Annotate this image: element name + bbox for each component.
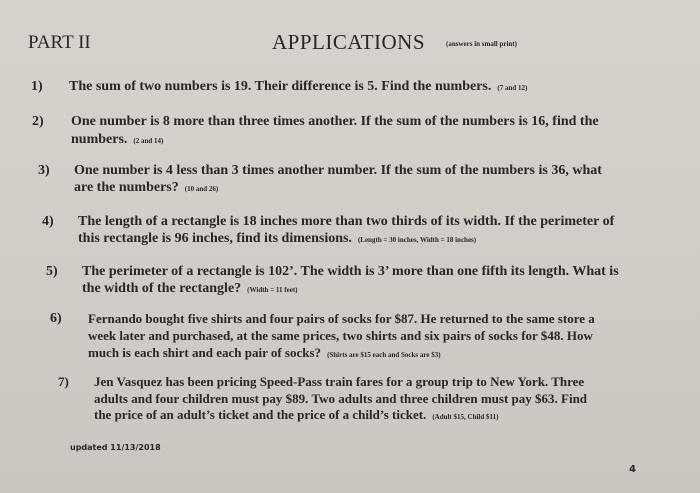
question-text-line: adults and four children must pay $89. Two adults and three children must pay $63. Find	[94, 391, 588, 406]
question-text-line: Jen Vasquez has been pricing Speed-Pass train fares for a group trip to New York. Three	[94, 374, 585, 389]
question-text-line: numbers.	[71, 132, 128, 147]
question-number: 2)	[32, 114, 44, 129]
answer: (10 and 26)	[184, 185, 219, 193]
question-text-line-wrap	[88, 344, 441, 364]
question-text-line-wrap	[78, 230, 476, 249]
question-text-line-wrap	[71, 131, 163, 150]
question-text-line-wrap	[82, 280, 298, 299]
section-title: APPLICATIONS	[272, 30, 426, 54]
question-text-line: One number is 8 more than three times another. If the sum of the numbers is 16, find the	[71, 114, 599, 129]
answers-note: (answers in small print)	[446, 40, 517, 48]
question-text-line-wrap	[94, 406, 498, 426]
question-text: The sum of two numbers is 19. Their difference is 5. Find the numbers.	[69, 79, 492, 94]
question-text-line: much is each shirt and each pair of socks?	[88, 345, 322, 360]
page-header	[0, 30, 700, 60]
question-text-line: this rectangle is 96 inches, find its dimensions.	[78, 231, 352, 246]
question-number: 7)	[58, 374, 69, 389]
answer: (Shirts are $15 each and Socks are $3)	[327, 351, 441, 359]
question-text-line: The perimeter of a rectangle is 102’. The width is 3’ more than one fifth its length. What is	[82, 264, 619, 279]
answer: (Length = 30 inches, Width = 18 inches)	[357, 236, 477, 244]
updated-date: updated 11/13/2018	[70, 443, 161, 452]
question-text-line: the price of an adult’s ticket and the price of a child’s ticket.	[94, 407, 427, 422]
question-text-line: are the numbers?	[74, 180, 179, 195]
question-text-line: the width of the rectangle?	[82, 281, 242, 296]
question-number: 3)	[38, 163, 50, 178]
question-text-line: One number is 4 less than 3 times another number. If the sum of the numbers is 36, what	[74, 163, 602, 178]
answer: (7 and 12)	[497, 84, 528, 92]
question-number: 5)	[46, 264, 58, 279]
question-text-line: week later and purchased, at the same prices, two shirts and six pairs of socks for $48. How	[88, 328, 593, 343]
answer: (Adult $15, Child $11)	[432, 413, 499, 421]
question-text-line: The length of a rectangle is 18 inches more than two thirds of its width. If the perimeter of	[78, 214, 615, 229]
question-text-wrap	[69, 78, 527, 97]
part-label: PART II	[28, 32, 91, 53]
question-number: 1)	[31, 79, 43, 94]
page-number: 4	[629, 464, 636, 475]
question-number: 6)	[50, 311, 62, 326]
answer: (Width = 11 feet)	[247, 286, 298, 294]
question-text-line: Fernando bought five shirts and four pairs of socks for $87. He returned to the same store a	[88, 311, 595, 326]
question-text-line-wrap	[74, 179, 218, 198]
question-number: 4)	[42, 214, 54, 229]
answer: (2 and 14)	[133, 137, 164, 145]
